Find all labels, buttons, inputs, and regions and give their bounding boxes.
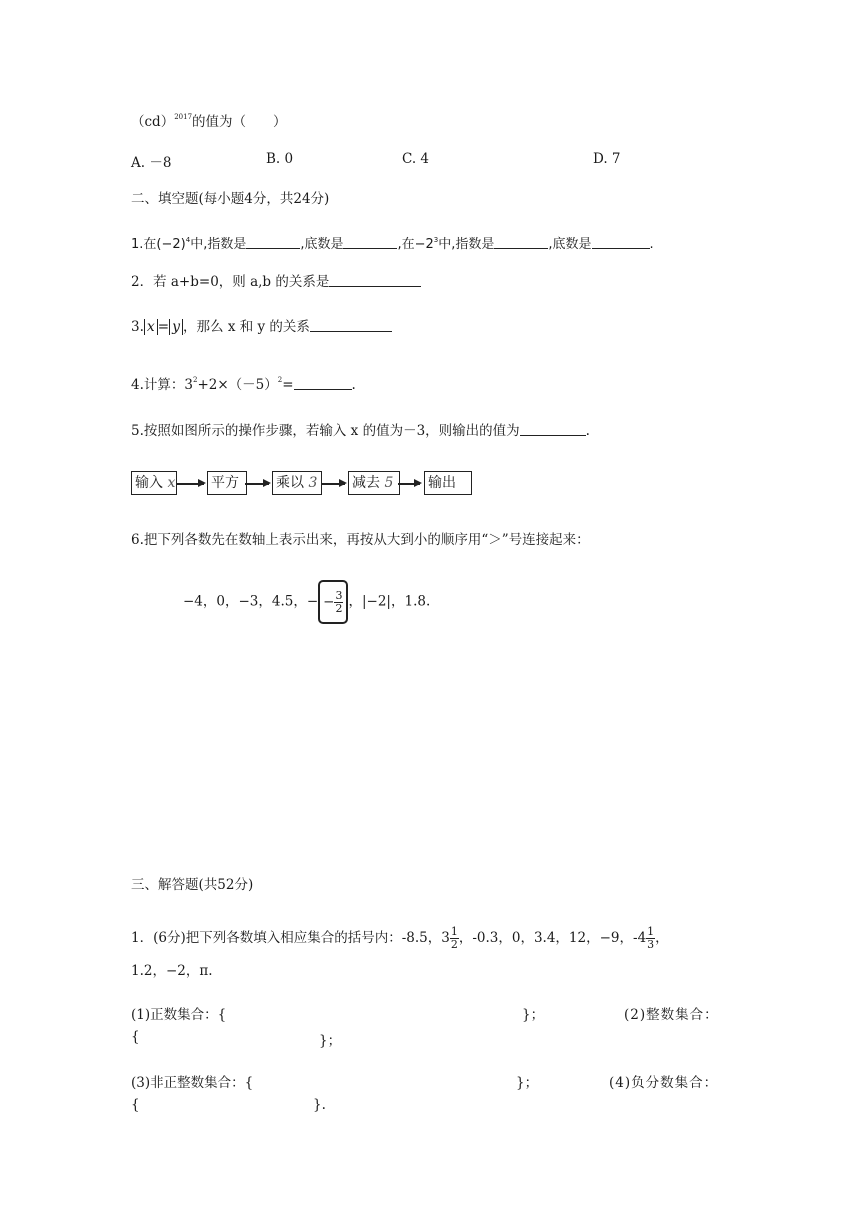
flow-box-square: 平方 bbox=[207, 471, 247, 495]
flow-box-output: 输出 bbox=[424, 471, 472, 495]
option-c: C. 4 bbox=[402, 151, 430, 167]
fill-question-2: 2．若 a+b=0，则 a,b 的关系是 bbox=[131, 273, 421, 291]
answer-question-1: 1．(6分)把下列各数填入相应集合的括号内：-8.5，3 $\frac{1}{2}$ ，-0.3，0，3.4，12，−9，-4 $\frac{1}{3}$ ， bbox=[131, 925, 669, 951]
fill-question-3: 3. x = y ，那么 x 和 y 的关系 bbox=[131, 318, 392, 336]
flow-box-subtract: 减去 5 bbox=[348, 471, 400, 495]
flow-box-multiply: 乘以 3 bbox=[272, 471, 322, 495]
section-3-heading: 三、解答题(共52分) bbox=[131, 877, 254, 893]
fill-question-1: 1.在$(-2)^4$中,指数是 ,底数是 ,在$-2^3$中,指数是 ,底数是 . bbox=[131, 236, 654, 252]
option-a: A. －8 bbox=[131, 155, 172, 171]
number-list: −4，0，−3，4.5，− − $\frac{3}{2}$ ，|−2|，1.8. bbox=[183, 580, 430, 624]
fill-question-5: 5.按照如图所示的操作步骤，若输入 x 的值为－3，则输出的值为 . bbox=[131, 423, 590, 439]
set-negative-fraction: (4)负分数集合： bbox=[609, 1075, 719, 1091]
option-b: B. 0 bbox=[266, 151, 294, 167]
set-negative-fraction-open: { bbox=[131, 1097, 140, 1113]
flow-arrow bbox=[398, 483, 420, 485]
set-negative-fraction-close: }. bbox=[313, 1097, 326, 1113]
flow-arrow bbox=[176, 483, 204, 485]
fill-question-6: 6.把下列各数先在数轴上表示出来，再按从大到小的顺序用“＞”号连接起来： bbox=[131, 532, 590, 548]
prev-question: （cd）$^{2017}$的值为（ ） bbox=[131, 113, 287, 130]
section-2-heading: 二、填空题(每小题4分，共24分) bbox=[131, 191, 330, 207]
set-nonpositive-close: }； bbox=[516, 1075, 539, 1091]
set-integer: (2)整数集合： bbox=[624, 1007, 719, 1023]
set-nonpositive-integer: (3)非正整数集合：{ bbox=[131, 1075, 254, 1091]
flow-box-input: 输入 x bbox=[131, 471, 177, 495]
set-integer-close: }； bbox=[319, 1033, 342, 1049]
flow-arrow bbox=[321, 483, 345, 485]
option-d: D. 7 bbox=[593, 151, 621, 167]
fill-question-4: 4.计算：$3^2+2\times(-5)^2=$ . bbox=[131, 376, 356, 393]
set-integer-open: { bbox=[131, 1029, 140, 1045]
set-positive-close: }； bbox=[522, 1007, 545, 1023]
answer-question-1-line2: 1.2，−2，π. bbox=[131, 963, 213, 979]
flow-arrow bbox=[245, 483, 269, 485]
set-positive: (1)正数集合：{ bbox=[131, 1007, 227, 1023]
